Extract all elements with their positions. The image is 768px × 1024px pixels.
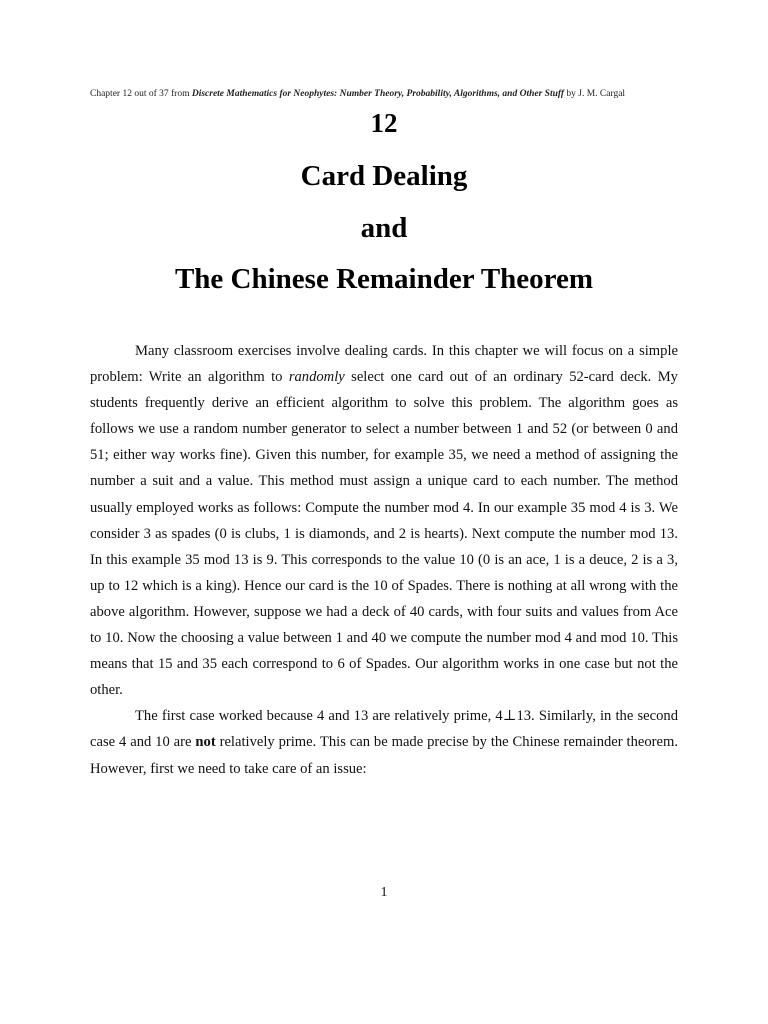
paragraph-2-part-b: relatively prime. This can be made precise by the Chinese remainder theorem. However, first we need to take care of an issue: [90, 734, 678, 777]
paragraph-1-part-b: select one card out of an ordinary 52-card deck. My students frequently derive an efficient algorithm to solve this problem. The algorithm goes as follows we use a random number generator to select a number between 1 and 52 (or between 0 and 51; either way works fine). Given this number, for example 35, we need a method of assigning the number a suit and a value. This method must assign a unique card to each number. The method usually employed works as follows: Compute the number mod 4. In our example 35 mod 4 is 3. We consider 3 as spades (0 is clubs, 1 is diamonds, and 2 is hearts). Next compute the number mod 13. In this example 35 mod 13 is 9. This corresponds to the value 10 (0 is an ace, 1 is a deuce, 2 is a 3, up to 12 which is a king). Hence our card is the 10 of Spades. There is nothing at all wrong with the above algorithm. However, suppose we had a deck of 40 cards, with four suits and values from Ace to 10. Now the choosing a value between 1 and 40 we compute the number mod 4 and mod 10. This means that 15 and 35 each correspond to 6 of Spades. Our algorithm works in one case but not the other. [90, 369, 678, 699]
running-header [90, 89, 690, 99]
page-number: 1 [380, 885, 388, 900]
header-book-title: Discrete Mathematics for Neophytes: Number Theory, Probability, Algorithms, and Other Stuff [191, 89, 565, 99]
chapter-title-line-1: Card Dealing [300, 160, 468, 192]
paragraph-2 [90, 703, 678, 781]
chapter-number: 12 [370, 108, 398, 138]
chapter-title-line-2: and [360, 212, 408, 244]
paragraph-1-part-a: Many classroom exercises involve dealing cards. In this chapter we will focus on a simple problem: Write an algorithm to [90, 343, 678, 386]
body-text [90, 338, 678, 782]
header-prefix: Chapter 12 out of 37 from [90, 89, 192, 99]
paragraph-1 [90, 338, 678, 703]
paragraph-1-emphasis: randomly [288, 369, 345, 386]
paragraph-2-part-a: The first case worked because 4 and 13 are relatively prime, 4⊥13. Similarly, in the second case 4 and 10 are [90, 708, 678, 751]
paragraph-2-bold: not [195, 734, 216, 751]
header-author: by J. M. Cargal [564, 89, 626, 99]
chapter-title-line-3: The Chinese Remainder Theorem [174, 263, 594, 295]
